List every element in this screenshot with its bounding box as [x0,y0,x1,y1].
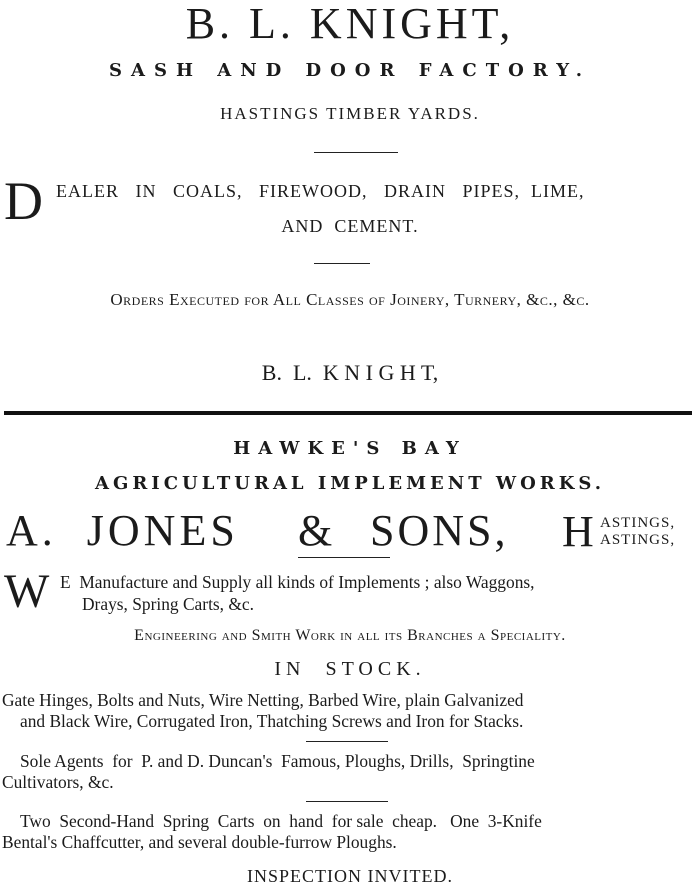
we-drop-cap: W [4,565,50,618]
carts-line-1: Two Second-Hand Spring Carts on hand for sale cheap. One 3-Knife [20,811,542,831]
ad1-location: HASTINGS TIMBER YARDS. [220,104,480,123]
ampersand-underline [298,557,390,558]
short-divider [306,741,388,742]
dealer-line-1: EALER IN COALS, FIREWOOD, DRAIN PIPES, LIME, [56,181,585,201]
stock-line-1: Gate Hinges, Bolts and Nuts, Wire Netting, Barbed Wire, plain Galvanized [2,690,524,710]
firm-name-ampersand: & [298,506,333,555]
agents-line-2: Cultivators, &c. [2,772,114,792]
dealer-drop-cap: D [4,171,43,231]
short-divider [314,263,370,264]
inspection-line: INSPECTION INVITED. [247,866,453,886]
place-line-2: ASTINGS, [600,532,676,548]
ad-separator-rule [4,411,692,415]
firm-name-part-2: SONS, [370,506,509,555]
ad1-subtitle: SASH AND DOOR FACTORY. [108,60,592,81]
ad1-signature: B. L. K N I G H T, [261,360,439,385]
in-stock-heading: IN STOCK. [274,658,426,680]
place-drop-cap: H [562,507,594,556]
ad2-heading-2: AGRICULTURAL IMPLEMENT WORKS. [94,473,605,494]
agents-line-1: Sole Agents for P. and D. Duncan's Famous, Ploughs, Drills, Springtine [20,751,535,771]
ad2-heading-1: HAWKE'S BAY [233,438,467,459]
stock-line-2: and Black Wire, Corrugated Iron, Thatching Screws and Iron for Stacks. [20,711,524,731]
orders-line: Orders Executed for All Classes of Joinery, Turnery, &c., &c. [110,290,590,309]
engineering-line: Engineering and Smith Work in all its Branches a Speciality. [134,627,566,644]
firm-name-part-1: A. JONES [6,506,239,555]
carts-line-2: Bental's Chaffcutter, and several double-furrow Ploughs. [2,832,397,852]
short-divider [306,801,388,802]
place-line-1: ASTINGS, [600,515,676,531]
ad1-title: B. L. KNIGHT, [185,0,515,48]
we-line-1: E Manufacture and Supply all kinds of Implements ; also Waggons, [60,572,535,592]
dealer-line-2: AND CEMENT. [281,216,419,236]
short-divider [314,152,398,153]
we-line-2: Drays, Spring Carts, &c. [82,594,254,614]
